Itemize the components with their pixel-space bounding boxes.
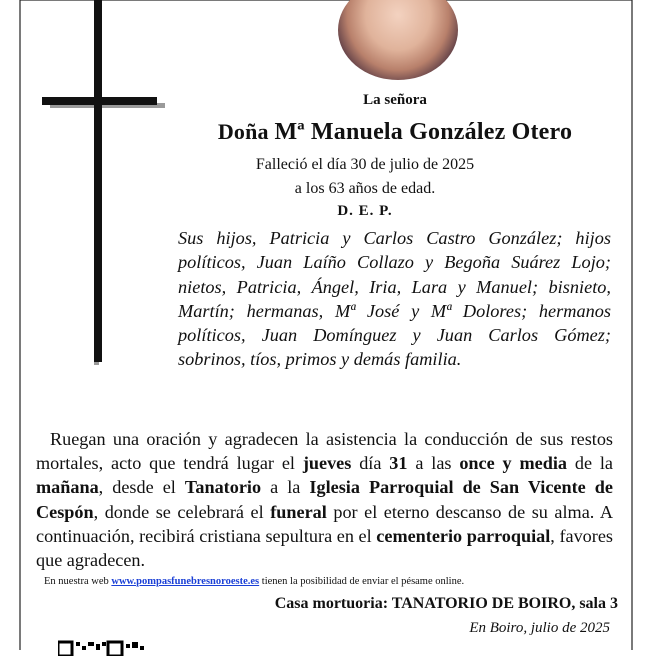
cross-icon <box>38 0 168 370</box>
ceremony-bold: 31 <box>389 453 408 474</box>
dep-text: D. E. P. <box>337 203 393 219</box>
ceremony-bold: jueves <box>302 453 352 474</box>
ceremony-text: día <box>351 453 390 474</box>
ceremony-text: por el eterno descanso de su alma. A continuación, recibirá cristiana sepultura en el <box>36 501 613 546</box>
ceremony-bold: cementerio parroquial <box>376 525 551 546</box>
ceremony-bold: Tanatorio <box>184 477 262 498</box>
ceremony-text: de la <box>566 453 613 474</box>
name-full: Mª Manuela González Otero <box>274 119 573 145</box>
web-note-text: En nuestra web <box>44 576 112 587</box>
family-list: Sus hijos, Patricia y Carlos Castro González; hijos políticos, Juan Laíño Collazo y Begoña Suárez Lojo; nietos, Patricia, Ángel, Iria, Lara y Manuel; bisnieto, Martín; hermanas, Mª José y Mª Dolores; hermanos políticos, Juan Domínguez y Juan Carlos Gómez; sobrinos, tíos, primos y demás familia. <box>178 228 611 370</box>
ceremony-bold: Iglesia Parroquial de San Vicente de Cespón <box>36 477 613 522</box>
ceremony-text: a la <box>261 477 310 498</box>
death-date: Falleció el día 30 de julio de 2025 <box>255 156 475 173</box>
web-note <box>44 576 624 587</box>
death-age: a los 63 años de edad. <box>294 180 436 197</box>
ceremony-bold: funeral <box>270 501 327 522</box>
heading-title: La señora <box>363 92 427 108</box>
ceremony-bold: mañana <box>36 477 99 498</box>
ceremony-text: a las <box>407 453 460 474</box>
ceremony-paragraph <box>36 427 613 572</box>
ceremony-text: , donde se celebrará el <box>93 501 271 522</box>
qr-code-icon <box>58 636 148 656</box>
web-note-text: tienen la posibilidad de enviar el pésame online. <box>259 576 465 587</box>
name-prefix: Doña <box>217 119 269 144</box>
deceased-name <box>170 119 620 146</box>
ceremony-text: , favores que agradecen. <box>36 525 613 571</box>
ceremony-text: , desde el <box>98 477 185 498</box>
place-date: En Boiro, julio de 2025 <box>469 620 610 636</box>
website-link[interactable]: www.pompasfunebresnoroeste.es <box>111 576 260 587</box>
ceremony-text: Ruegan una oración y agradecen la asistencia la conducción de sus restos mortales, acto que tendrá lugar el <box>36 429 613 474</box>
ceremony-bold: once y media <box>459 453 567 474</box>
casa-mortuoria: Casa mortuoria: TANATORIO DE BOIRO, sala 3 <box>274 595 618 612</box>
